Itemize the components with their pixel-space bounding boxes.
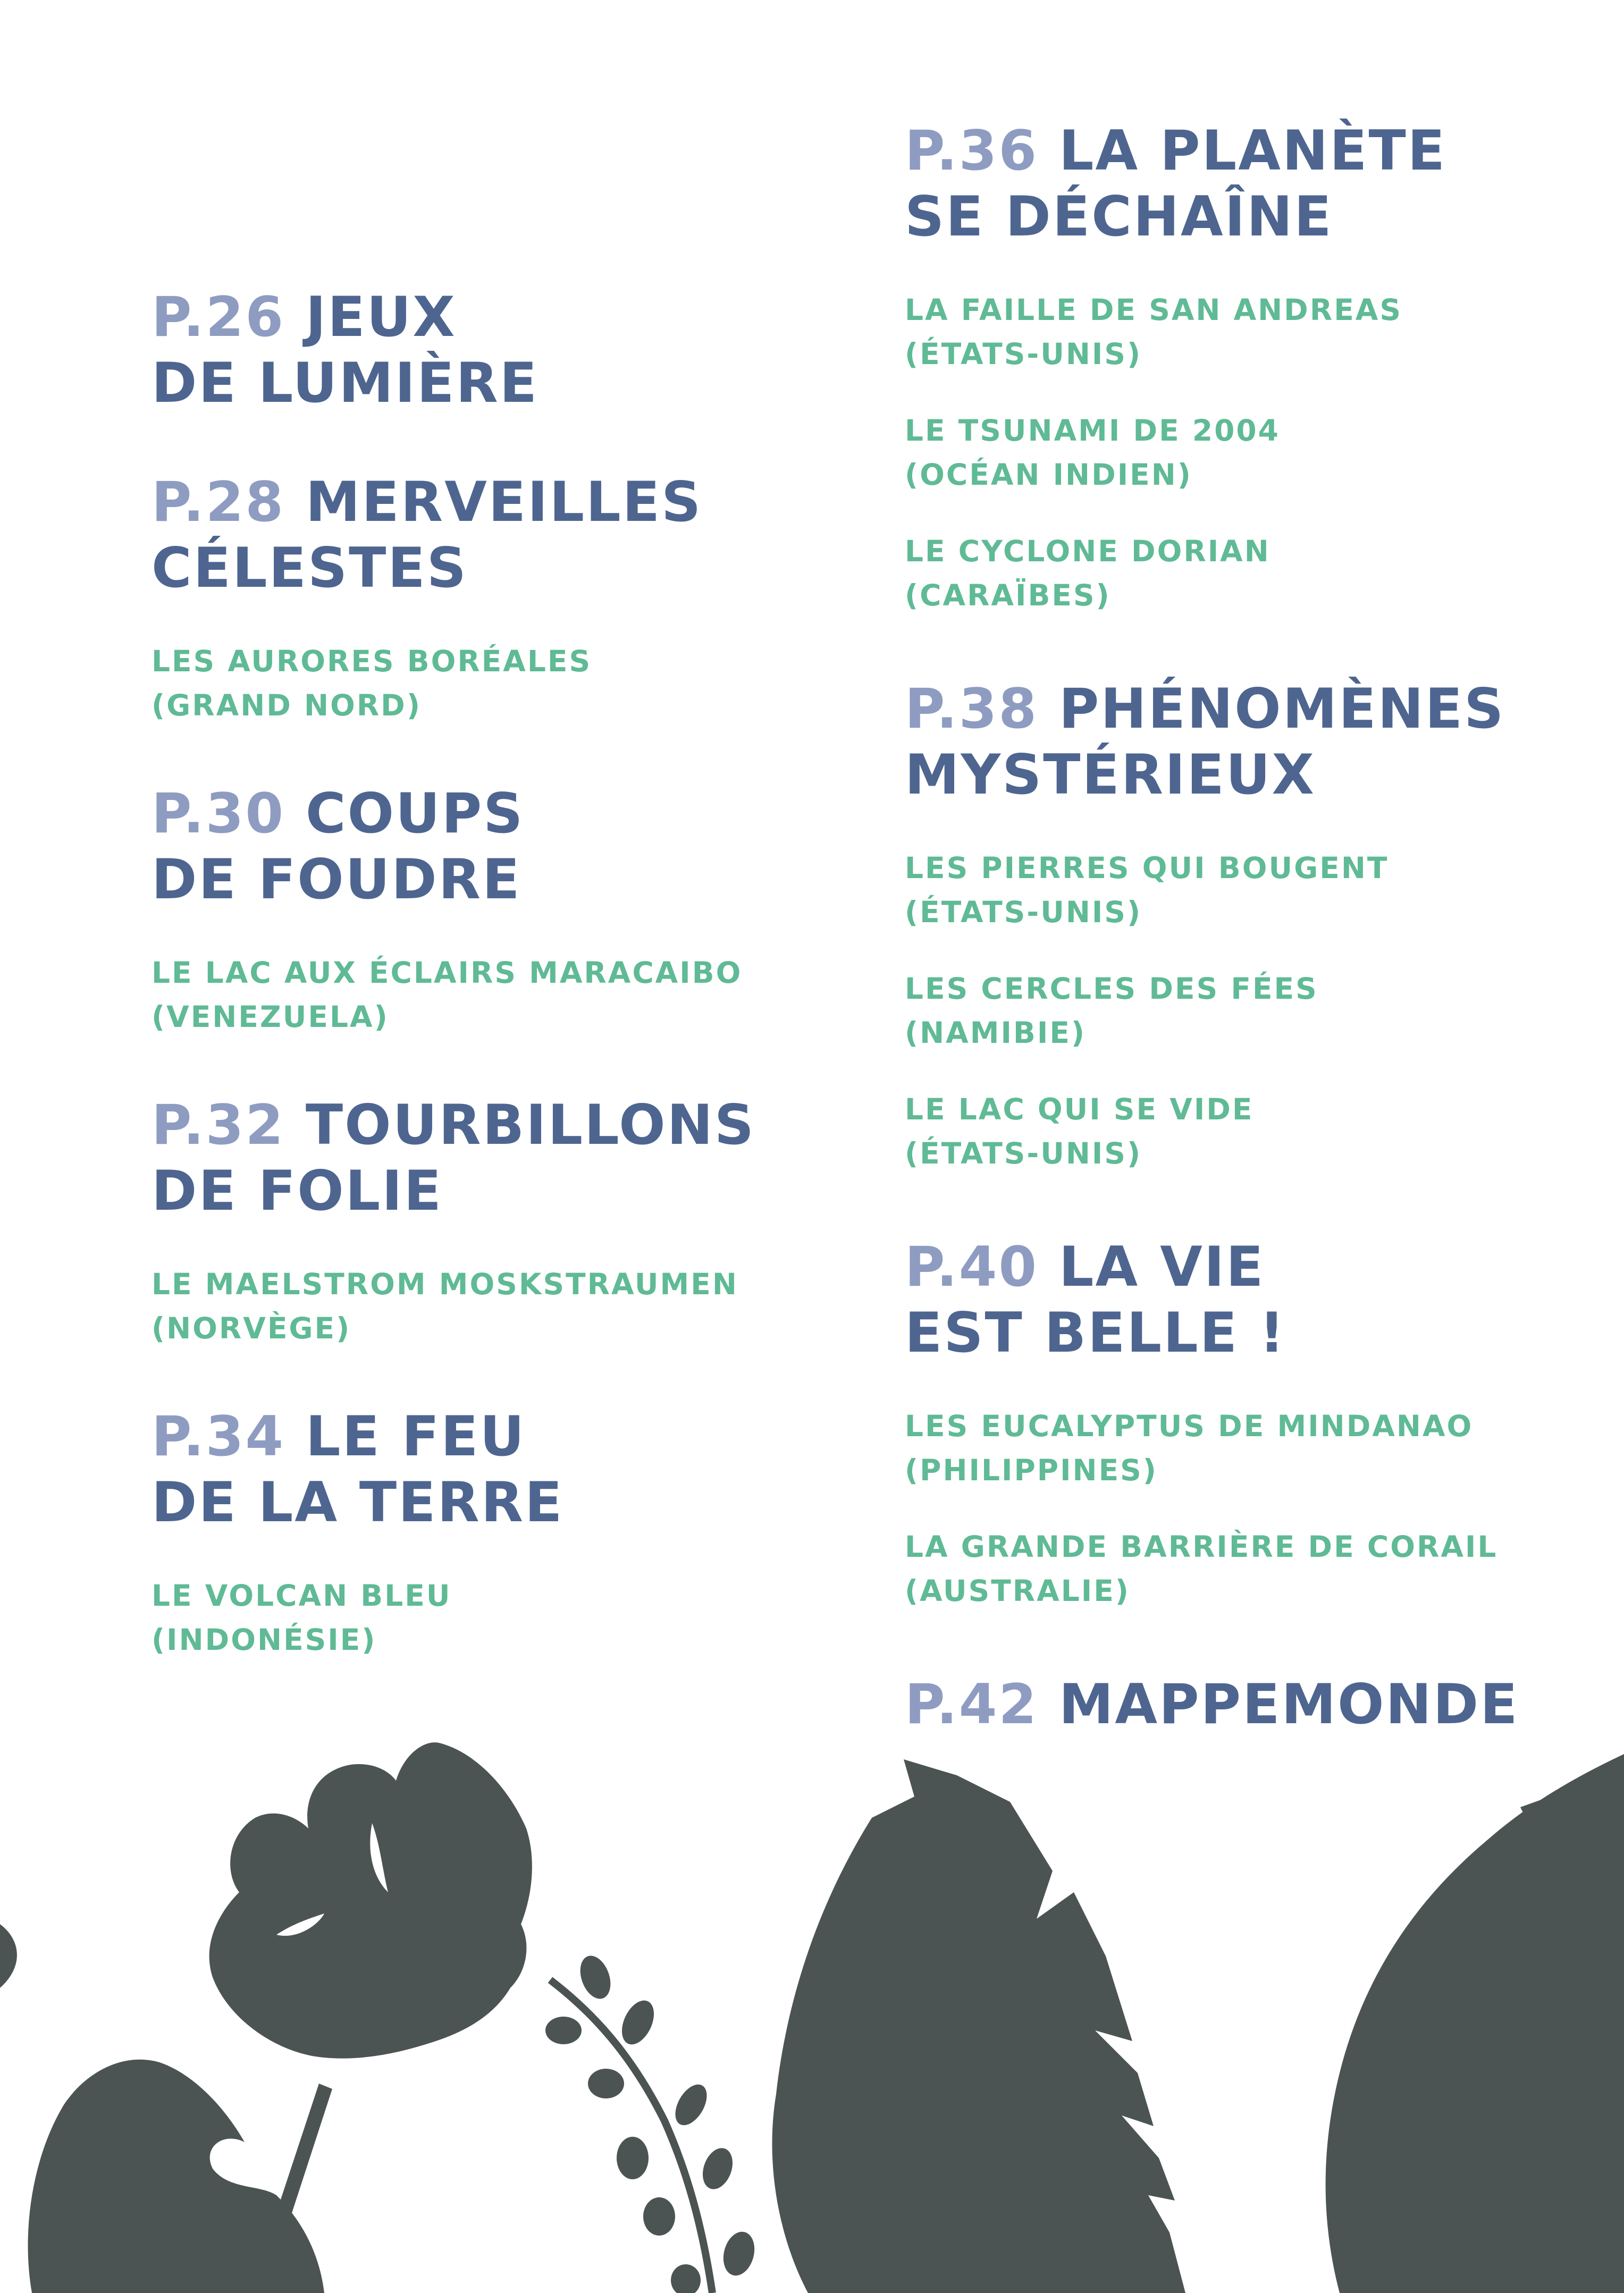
sub-entry-place: (NORVÈGE): [152, 1311, 351, 1345]
toc-section-p42: [905, 1672, 1596, 1738]
sub-entry-name: LA GRANDE BARRIÈRE DE CORAIL: [905, 1530, 1498, 1564]
toc-section-p38: [905, 676, 1596, 1176]
title-line-2: DE FOLIE: [152, 1159, 443, 1223]
toc-section-p34: [152, 1404, 789, 1662]
sub-entry-place: (INDONÉSIE): [152, 1623, 377, 1657]
section-title: [152, 284, 789, 416]
title-line-1: COUPS: [305, 782, 525, 846]
sub-entry-place: (ÉTATS-UNIS): [905, 1136, 1142, 1170]
sub-entry-name: LE VOLCAN BLEU: [152, 1579, 452, 1613]
toc-right-column: [905, 118, 1596, 1738]
sub-entry-place: (ÉTATS-UNIS): [905, 895, 1142, 929]
sub-entry-name: LES EUCALYPTUS DE MINDANAO: [905, 1409, 1474, 1443]
vine-leaf-icon: [671, 2264, 701, 2293]
title-line-2: CÉLESTES: [152, 536, 468, 600]
sub-entry: [905, 529, 1596, 618]
title-line-1: PHÉNOMÈNES: [1058, 677, 1505, 741]
monstera-leaf-lower-left-icon: [28, 2060, 325, 2293]
toc-left-column: [152, 284, 789, 1662]
title-line-2: DE LUMIÈRE: [152, 351, 539, 415]
vine-leaf-icon: [588, 2069, 624, 2098]
leaf-edge-left-icon: [0, 1924, 17, 1988]
sub-entry-name: LE TSUNAMI DE 2004: [905, 414, 1280, 448]
title-line-1: JEUX: [305, 285, 457, 349]
title-line-2: DE FOUDRE: [152, 848, 521, 912]
section-title: [152, 469, 789, 601]
title-line-2: EST BELLE !: [905, 1301, 1286, 1365]
sub-entry-place: (GRAND NORD): [152, 688, 422, 722]
sub-entry: [905, 967, 1596, 1055]
title-line-1: MAPPEMONDE: [1058, 1673, 1519, 1736]
page-number: P.34: [152, 1405, 285, 1469]
title-line-1: LE FEU: [305, 1405, 526, 1469]
vine-leaf-icon: [575, 1952, 616, 2003]
toc-section-p32: [152, 1092, 789, 1351]
sub-entry: [905, 1088, 1596, 1176]
sub-entry: [905, 409, 1596, 497]
sub-entry: [905, 288, 1596, 376]
toc-section-p28: [152, 469, 789, 728]
title-line-2: DE LA TERRE: [152, 1471, 564, 1535]
sub-entry: [905, 846, 1596, 934]
page-number: P.42: [905, 1673, 1039, 1736]
title-line-1: LA VIE: [1058, 1235, 1265, 1299]
sub-entry-name: LES AURORES BORÉALES: [152, 644, 592, 678]
page-number: P.30: [152, 782, 285, 846]
vine-leaf-icon: [616, 1995, 660, 2050]
monstera-leaf-upper-icon: [209, 1742, 532, 2059]
sub-entry: [152, 1262, 789, 1351]
title-line-2: SE DÉCHAÎNE: [905, 185, 1333, 249]
title-line-1: MERVEILLES: [305, 470, 703, 534]
section-title: [905, 118, 1596, 250]
sub-entry: [152, 951, 789, 1039]
banana-leaf-right-icon: [1326, 1754, 1624, 2293]
vine-leaf-icon: [697, 2144, 738, 2194]
section-title: [905, 1672, 1596, 1738]
sub-entry-name: LE LAC AUX ÉCLAIRS MARACAIBO: [152, 956, 743, 990]
sub-entry-name: LES PIERRES QUI BOUGENT: [905, 851, 1389, 885]
section-title: [152, 1404, 789, 1536]
sub-entry-name: LE CYCLONE DORIAN: [905, 534, 1270, 568]
sub-entry-name: LE LAC QUI SE VIDE: [905, 1092, 1254, 1126]
sub-entry: [905, 1404, 1596, 1493]
title-line-2: MYSTÉRIEUX: [905, 743, 1316, 807]
page-number: P.28: [152, 470, 285, 534]
sub-entry-name: LA FAILLE DE SAN ANDREAS: [905, 293, 1402, 327]
page-number: P.26: [152, 285, 285, 349]
toc-section-p26: [152, 284, 789, 416]
vine-stem-icon: [550, 1980, 712, 2293]
sub-entry-place: (OCÉAN INDIEN): [905, 458, 1192, 492]
sub-entry-place: (PHILIPPINES): [905, 1453, 1158, 1487]
page-number: P.32: [152, 1093, 285, 1157]
vine-leaf-icon: [617, 2137, 649, 2179]
monstera-stem-icon: [250, 2084, 332, 2293]
toc-section-p40: [905, 1234, 1596, 1613]
vine-leaf-icon: [669, 2079, 713, 2131]
sub-entry: [152, 639, 789, 728]
title-line-1: TOURBILLONS: [305, 1093, 756, 1157]
sub-entry-place: (CARAÏBES): [905, 578, 1111, 612]
banana-leaf-large-icon: [772, 1759, 1186, 2293]
page-number: P.40: [905, 1235, 1039, 1299]
sub-entry-place: (AUSTRALIE): [905, 1574, 1130, 1608]
sub-entry-place: (VENEZUELA): [152, 1000, 389, 1034]
vine-leaf-icon: [719, 2228, 759, 2279]
toc-section-p30: [152, 781, 789, 1039]
sub-entry: [905, 1525, 1596, 1613]
sub-entry-name: LES CERCLES DES FÉES: [905, 972, 1318, 1006]
page-number: P.36: [905, 119, 1039, 183]
sub-entry: [152, 1574, 789, 1662]
sub-entry-name: LE MAELSTROM MOSKSTRAUMEN: [152, 1267, 738, 1301]
vine-leaf-icon: [545, 2017, 582, 2044]
toc-section-p36: [905, 118, 1596, 618]
leaf-edge-right-icon: [1520, 1770, 1624, 1828]
page-number: P.38: [905, 677, 1039, 741]
title-line-1: LA PLANÈTE: [1058, 119, 1447, 183]
section-title: [905, 1234, 1596, 1366]
section-title: [905, 676, 1596, 808]
section-title: [152, 1092, 789, 1224]
sub-entry-place: (ÉTATS-UNIS): [905, 337, 1142, 371]
section-title: [152, 781, 789, 913]
sub-entry-place: (NAMIBIE): [905, 1016, 1087, 1050]
vine-leaf-icon: [643, 2197, 675, 2236]
